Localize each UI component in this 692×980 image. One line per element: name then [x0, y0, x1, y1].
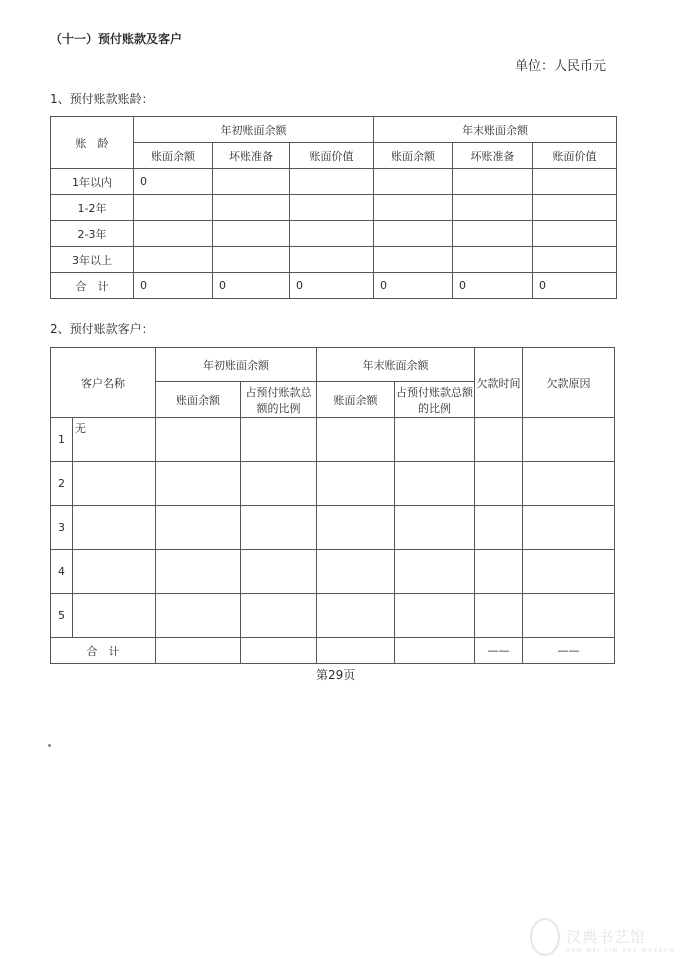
sub-header: 账面价值 — [533, 143, 617, 169]
sub-header: 账面余额 — [374, 143, 453, 169]
debt-reason-header: 欠款原因 — [523, 348, 615, 418]
customer-name — [73, 462, 156, 506]
cell — [453, 221, 533, 247]
speck — [48, 744, 51, 747]
customer-name-header: 客户名称 — [51, 348, 156, 418]
cell — [134, 221, 213, 247]
sub-header: 账面余额 — [134, 143, 213, 169]
cell — [213, 169, 290, 195]
customer-name: 无 — [73, 418, 156, 462]
customer-name — [73, 550, 156, 594]
row-index: 2 — [51, 462, 73, 506]
cell: 0 — [533, 273, 617, 299]
row-label: 3年以上 — [51, 247, 134, 273]
table2-heading: 2、预付账款客户： — [50, 322, 154, 336]
cell — [533, 169, 617, 195]
unit-label: 单位：人民币元 — [515, 59, 607, 74]
table-row — [51, 594, 615, 638]
watermark-subtitle: HAN MEI LIN ART MUSEUM — [566, 948, 677, 954]
table-row — [51, 418, 615, 462]
total-row — [51, 273, 617, 299]
total-time: —— — [475, 638, 523, 664]
table-row — [51, 550, 615, 594]
sub-header: 账面余额 — [317, 382, 395, 418]
cell — [290, 195, 374, 221]
watermark-name: 汉典书艺馆 — [566, 928, 647, 946]
customer-table — [50, 347, 615, 664]
row-label: 合 计 — [51, 273, 134, 299]
cell: 0 — [213, 273, 290, 299]
begin-balance-header: 年初账面余额 — [156, 348, 317, 382]
cell: 0 — [374, 273, 453, 299]
sub-header: 占预付账款总额的比例 — [395, 382, 475, 418]
sub-header: 坏账准备 — [453, 143, 533, 169]
row-label: 2-3年 — [51, 221, 134, 247]
cell: 0 — [134, 169, 213, 195]
sub-header: 账面价值 — [290, 143, 374, 169]
cell — [533, 221, 617, 247]
table-row — [51, 247, 617, 273]
cell: 0 — [290, 273, 374, 299]
aging-table — [50, 116, 617, 299]
row-label: 1年以内 — [51, 169, 134, 195]
page-number: 第29页 — [316, 668, 356, 682]
total-label: 合 计 — [51, 638, 156, 664]
cell — [453, 169, 533, 195]
aging-header: 账 龄 — [51, 117, 134, 169]
customer-name — [73, 594, 156, 638]
debt-time-header: 欠款时间 — [475, 348, 523, 418]
cell — [533, 247, 617, 273]
total-reason: —— — [523, 638, 615, 664]
cell — [213, 247, 290, 273]
table-row — [51, 462, 615, 506]
table-row — [51, 195, 617, 221]
total-row — [51, 638, 615, 664]
watermark-logo-icon — [530, 918, 560, 956]
table-row — [51, 169, 617, 195]
cell — [290, 169, 374, 195]
cell — [134, 247, 213, 273]
begin-balance-header: 年初账面余额 — [134, 117, 374, 143]
cell — [290, 221, 374, 247]
cell — [453, 247, 533, 273]
section-title: （十一）预付账款及客户 — [50, 32, 183, 46]
end-balance-header: 年末账面余额 — [317, 348, 475, 382]
cell — [374, 195, 453, 221]
row-index: 3 — [51, 506, 73, 550]
cell — [374, 169, 453, 195]
cell — [290, 247, 374, 273]
sub-header: 占预付账款总额的比例 — [241, 382, 317, 418]
end-balance-header: 年末账面余额 — [374, 117, 617, 143]
row-index: 1 — [51, 418, 73, 462]
cell — [134, 195, 213, 221]
table1-heading: 1、预付账款账龄： — [50, 92, 154, 106]
cell — [213, 221, 290, 247]
cell — [374, 221, 453, 247]
cell: 0 — [453, 273, 533, 299]
row-index: 4 — [51, 550, 73, 594]
sub-header: 坏账准备 — [213, 143, 290, 169]
cell — [453, 195, 533, 221]
row-index: 5 — [51, 594, 73, 638]
sub-header: 账面余额 — [156, 382, 241, 418]
cell — [533, 195, 617, 221]
customer-name — [73, 506, 156, 550]
cell: 0 — [134, 273, 213, 299]
row-label: 1-2年 — [51, 195, 134, 221]
table-row — [51, 221, 617, 247]
cell — [213, 195, 290, 221]
cell — [374, 247, 453, 273]
table-row — [51, 506, 615, 550]
